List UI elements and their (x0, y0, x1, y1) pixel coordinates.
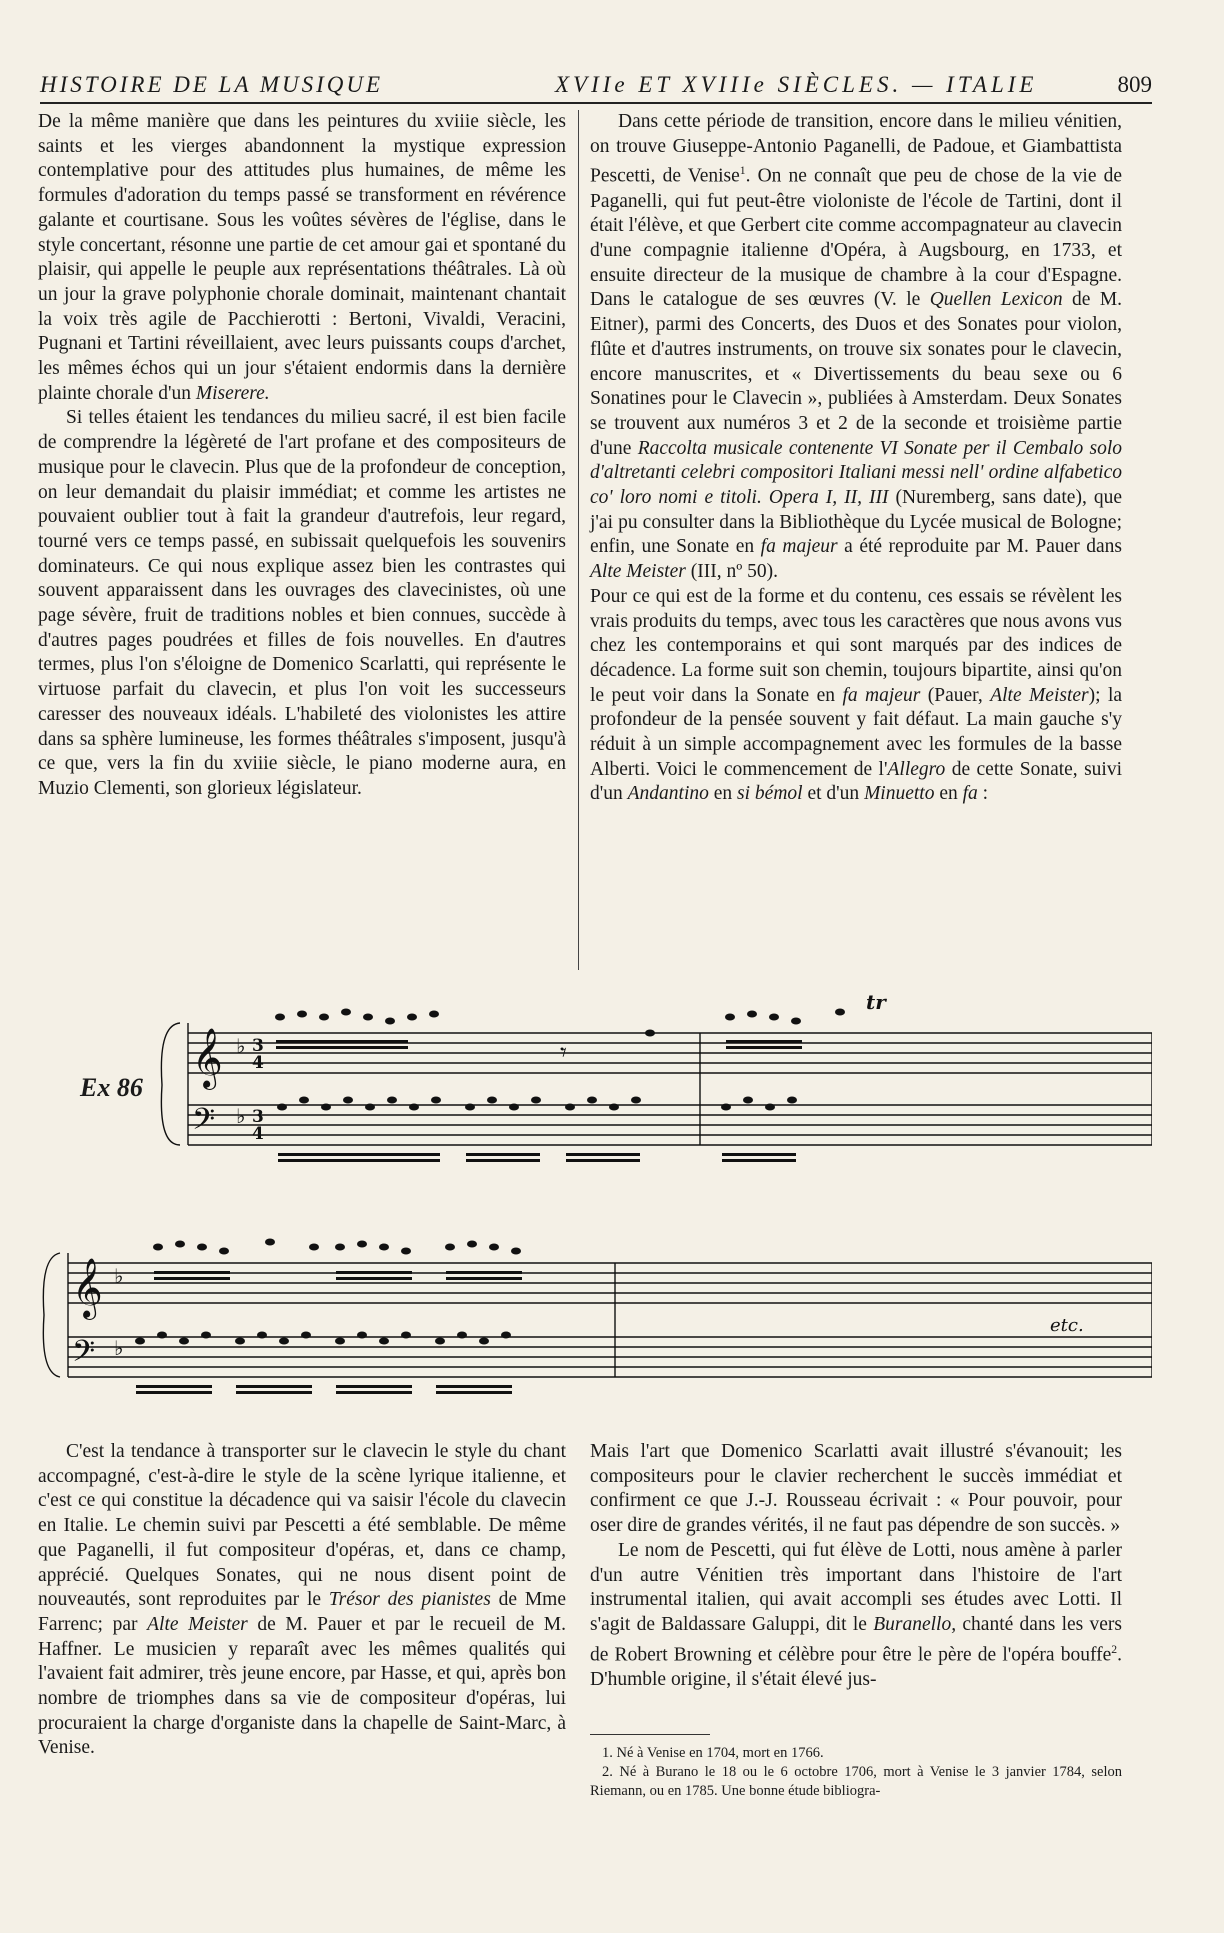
column-right-bottom (590, 1440, 1122, 1693)
treble-notes (153, 1239, 522, 1281)
paragraph (590, 585, 1122, 807)
italic-run: fa majeur (842, 684, 921, 706)
text-run: (Nuremberg, sans date), que j'ai pu consulter dans la Bibliothèque du Lycée musical de Bologne; enfin, une Sonate en (590, 487, 1122, 558)
italic-run: Quellen Lexicon (929, 289, 1063, 311)
etc-mark: etc. (1050, 1315, 1084, 1336)
text-run: Dans cette période de transition, encore dans le milieu vénitien, on trouve Giuseppe-Antonio Paganelli, de Padoue, et Giambattista Pescetti, de Venise (590, 111, 1122, 187)
music-example (40, 995, 1152, 1425)
example-label: Ex 86 (80, 1073, 143, 1102)
italic-run: Alte Meister (990, 684, 1089, 706)
text-run: (III, nº 50). (690, 561, 778, 583)
italic-run: Raccolta musicale contenente VI Sonate per il Cembalo solo d'altretanti celebri compositori Italiani messi nell' ordine alfabetico co' loro nomi e titoli. Opera I, II, III (590, 437, 1123, 509)
header-title-left: HISTOIRE DE LA MUSIQUE (40, 72, 384, 97)
bass-clef-icon: 𝄢 (192, 1103, 216, 1144)
flat-icon: ♭ (114, 1336, 124, 1360)
bass-staff-1 (188, 1105, 1152, 1145)
paragraph: Si telles étaient les tendances du milieu sacré, il est bien facile de comprendre la légèreté de l'art profane et des compositeurs de musique pour le clavecin. Plus que de la profondeur de conception, on leur demandait du plaisir immédiat; et comme les artistes ne pouvaient oublier tout à fait la grandeur d'autrefois, leur regard, tourné vers ce temps passé, en subissait quelquefois les souvenirs dominateurs. Ce qui nous explique assez bien les contrastes qui souvent apparaissent dans les ouvrages des clavecinistes, où une page sévère, fruit de traditions nobles et bien connues, succède à d'autres pages poudrées et filles de fois nouvelles. En d'autres termes, plus l'on s'éloigne de Domenico Scarlatti, qui représente le virtuose parfait du clavecin, et plus l'on voit les successeurs caresser des nouveaux idéals. L'habileté des violonistes les attire dans sa sphère lumineuse, les formes théâtrales s'imposent, jusqu'à ce que, vers la fin du xviiie siècle, le piano moderne aura, en Muzio Clementi, son glorieux législateur. (38, 407, 566, 799)
paragraph (590, 110, 1122, 585)
text-run: : (982, 783, 989, 805)
flat-icon: ♭ (236, 1104, 246, 1128)
text-run: chanté dans les vers de Robert Browning et célèbre pour être le père de l'opéra bouffe (590, 1613, 1122, 1666)
bass-notes (135, 1332, 512, 1395)
italic-run: Minuetto (864, 783, 935, 805)
treble-clef-icon: 𝄞 (192, 1028, 223, 1088)
treble-staff-1 (188, 1033, 1152, 1073)
italic-run: Alte Meister (147, 1613, 248, 1635)
paragraph (38, 1440, 566, 1761)
text-run: Le nom de Pescetti, qui fut élève de Lotti, nous amène à parler d'un autre Vénitien très important dans l'histoire de l'art instrumental italien, qui avait accompli ses études avec Lotti. Il s'agit de Baldassare Galuppi, dit le (590, 1539, 1122, 1635)
running-header (40, 68, 1152, 104)
italic-run: fa (962, 783, 978, 805)
bass-notes (277, 1097, 797, 1163)
page-number: 809 (1117, 72, 1152, 97)
header-title-right: XVIIe ET XVIIIe SIÈCLES. — ITALIE (555, 72, 1038, 97)
bass-clef-icon: 𝄢 (72, 1335, 96, 1376)
time-signature-icon: 3 (252, 1107, 264, 1127)
system-1-glyphs (192, 995, 887, 1162)
footnote: 1. Né à Venise en 1704, mort en 1766. (602, 1745, 824, 1761)
italic-run: si bémol (737, 783, 803, 805)
brace (43, 1253, 60, 1377)
italic-run: Allegro (887, 758, 946, 780)
text-run: de M. Pauer et par le recueil de M. Haffner. Le musicien y reparaît avec les mêmes qualités qui l'avaient fait admirer, très jeune encore, par Hasse, et qui, après bon nombre de triomphes dans sa vie de compositeur d'opéras, lui procuraient la charge d'organiste dans la chapelle de Saint-Marc, à Venise. (38, 1613, 567, 1759)
paragraph (590, 1539, 1122, 1693)
bass-staff-2 (68, 1337, 1152, 1377)
footnote: 2. Né à Burano le 18 ou le 6 octobre 1706, mort à Venise le 3 janvier 1784, selon Riemann, ou en 1785. Une bonne étude bibliogra- (590, 1764, 1122, 1799)
text-run: . On ne connaît que peu de chose de la vie de Paganelli, qui fut peut-être violoniste de l'école de Tartini, dont il était l'élève, et que Gerbert cite comme accompagnateur au clavecin d'une compagnie italienne d'Opéra, à Augsbourg, en 1733, et ensuite directeur de la musique de chambre à la cour d'Espagne. Dans le catalogue de ses œuvres (V. le (590, 165, 1122, 311)
text-run: de Mme Farrenc; par (38, 1589, 567, 1635)
paragraph (38, 110, 566, 406)
text-run: Pour ce qui est de la forme et du contenu, ces essais se révèlent les vrais produits du temps, avec tous les caractères que nous avons vus chez les contemporains et qui sont marqués par des indices de décadence. La forme suit son chemin, toujours bipartite, ainsi qu'on le peut voir dans la Sonate en (590, 585, 1122, 706)
text-run: en (939, 783, 958, 805)
text-run: (Pauer, (927, 684, 983, 706)
text-run: de M. Eitner), parmi des Concerts, des Duos et des Sonates pour violon, flûte et d'autres instruments, on trouve six sonates pour le clavecin, encore manuscrites, et « Divertissements du beau sexe ou 6 Sonatines pour le Clavecin », publiées à Amsterdam. Deux Sonates se trouvent aux numéros 3 et 2 de la seconde et troisième partie d'une (590, 289, 1123, 459)
flat-icon: ♭ (236, 1034, 246, 1058)
time-signature-icon: 3 (252, 1036, 264, 1056)
text-run: de cette Sonate, suivi d'un (590, 758, 1123, 805)
column-left-top (38, 110, 566, 802)
text-run: ); la profondeur de la pensée souvent y fait défaut. La main gauche s'y réduit à un simple accompagnement avec les formules de la basse Alberti. Voici le commencement de l' (590, 684, 1123, 780)
trill-mark: tr (866, 995, 886, 1014)
system-2-glyphs (72, 1239, 1084, 1395)
italic-run: Andantino (627, 783, 709, 805)
brace (161, 1023, 180, 1145)
time-signature-icon: 4 (252, 1124, 264, 1144)
italic-run: fa majeur (760, 536, 838, 558)
time-signature-icon: 4 (252, 1053, 264, 1073)
footnote-ref[interactable]: 2 (1111, 1642, 1118, 1656)
italic-run: Trésor des pianistes (328, 1589, 491, 1611)
italic-run: Miserere. (195, 382, 270, 404)
text-run: en (713, 783, 733, 805)
text-run: et d'un (807, 783, 860, 805)
paragraph: Mais l'art que Domenico Scarlatti avait illustré s'évanouit; les compositeurs pour le clavier recherchent le succès immédiat et confirment ce que J.-J. Rousseau écrivait : « Pour pouvoir, pour oser dire de grandes vérités, il ne faut pas dépendre de son succès. » (590, 1441, 1122, 1537)
column-left-bottom (38, 1440, 566, 1761)
footnotes (590, 1744, 1122, 1801)
footnote-ref[interactable]: 1 (739, 164, 746, 178)
italic-run: Buranello, (873, 1613, 957, 1635)
treble-staff-2 (68, 1263, 1152, 1303)
text-run: De la même manière que dans les peintures du xviiie siècle, les saints et les vierges abandonnent la mystique expression contemplative pour des attitudes plus humaines, de même les formules d'adoration du temps passé se transforment en révérence galante et courtisane. Sous les voûtes sévères de l'église, dans le style concertant, résonne une partie de cet amour gai et spontané du plaisir, qui appelle le peuple aux représentations théâtrales. Là où un jour la grave polyphonie chorale dominait, maintenant chantait la voix très agile de Pacchierotti : Bertoni, Vivaldi, Veracini, Pugnani et Tartini réveillaient, avec leurs puissants coups d'archet, les mêmes échos qui un jour s'étaient endormis dans la dernière plainte chorale d'un (38, 111, 566, 404)
column-divider (578, 110, 579, 970)
italic-run: Alte Meister (590, 561, 686, 583)
rest-icon: 𝄾 (560, 1038, 567, 1068)
flat-icon: ♭ (114, 1264, 124, 1288)
text-run: C'est la tendance à transporter sur le clavecin le style du chant accompagné, c'est-à-dire le style de la scène lyrique italienne, et c'est ce qui constitue la décadence qui va saisir l'école du clavecin en Italie. Le chemin suivi par Pescetti a été semblable. De même que Paganelli, il fut compositeur d'opéras, et, dans ce champ, apprécié. Quelques Sonates, qui ne nous disent point de nouveautés, sont reproduites par le (38, 1441, 566, 1611)
text-run: . D'humble origine, il s'était élevé jus- (590, 1644, 1122, 1690)
text-run: a été reproduite par M. Pauer dans (844, 536, 1123, 558)
footnote-rule (590, 1734, 710, 1735)
column-right-top (590, 110, 1122, 807)
treble-clef-icon: 𝄞 (72, 1258, 103, 1318)
